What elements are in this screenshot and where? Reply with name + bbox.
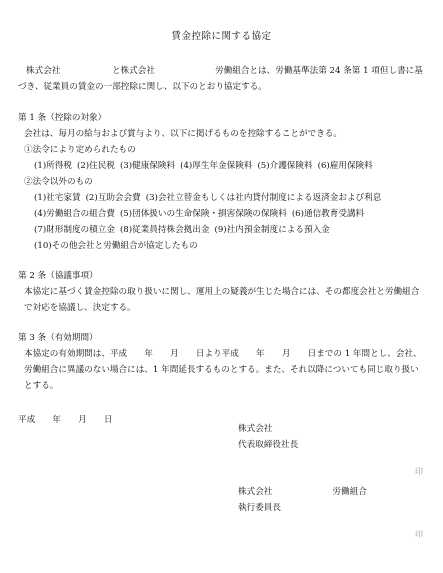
group2-line [18,238,425,254]
list-item: (6)通信教育受講料 [291,209,365,219]
signature-title: 執行委員長 [238,503,281,513]
seal-mark: 印 [415,467,423,476]
document-title: 賃金控除に関する協定 [171,31,272,42]
list-item: (4)厚生年金保険料 [180,161,253,171]
list-item: (3)会社立替金もしくは社内貸付制度による返済金および利息 [145,193,382,203]
intro-paragraph: 株式会社 と株式会社 労働組合とは、労働基準法第 24 条第 1 項但し書に基づき、従業員の賃金の一部控除に関し、以下のとおり協定する。 [18,66,423,92]
article2-heading: 第 2 条（協議事項） [18,271,98,281]
list-item: (7)財形制度の積立金 [34,225,115,235]
signature-union: 株式会社 労働組合 [238,487,367,497]
group2-line [18,206,425,222]
list-item: (8)従業員持株会拠出金 [119,225,210,235]
list-item: (5)介護保険料 [257,161,313,171]
list-item: (2)互助会会費 [85,193,141,203]
article2-body: 本協定に基づく賃金控除の取り扱いに関し、運用上の疑義が生じた場合には、その都度会社と労働組合で対応を協議し、決定する。 [24,287,420,313]
article3-body: 本協定の有効期間は、平成 年 月 日より平成 年 月 日までの 1 年間とし、会社、労働組合に異議のない場合には、1 年間延長するものとする。また、それ以降についても同じ取り扱いとする。 [24,349,422,391]
group1-label: ①法令により定められたもの [24,145,136,155]
group2-label: ②法令以外のもの [24,177,93,187]
group1-items [18,158,425,174]
document-date: 平成 年 月 日 [18,415,113,425]
list-item: (1)所得税 [34,161,72,171]
article1-lead: 会社は、毎月の給与および賞与より、以下に掲げるものを控除することができる。 [24,129,342,139]
seal-mark: 印 [415,530,423,539]
list-item: (3)健康保険料 [119,161,176,171]
list-item: (10)その他会社と労働組合が協定したもの [34,241,198,251]
article1-heading: 第 1 条（控除の対象） [18,113,107,123]
group2-line [18,222,425,238]
signature-title: 代表取締役社長 [238,440,299,450]
signature-company: 株式会社 [238,424,273,434]
list-item: (2)住民税 [76,161,115,171]
company-signature-block [238,421,298,453]
list-item: (4)労働組合の組合費 [34,209,115,219]
group2-line [18,190,425,206]
list-item: (6)雇用保険料 [317,161,373,171]
list-item: (9)社内預金制度による預入金 [214,225,330,235]
list-item: (5)団体扱いの生命保険・損害保険の保険料 [119,209,287,219]
article3-heading: 第 3 条（有効期間） [18,333,98,343]
list-item: (1)社宅家賃 [34,193,81,203]
union-signature-block [238,484,367,516]
